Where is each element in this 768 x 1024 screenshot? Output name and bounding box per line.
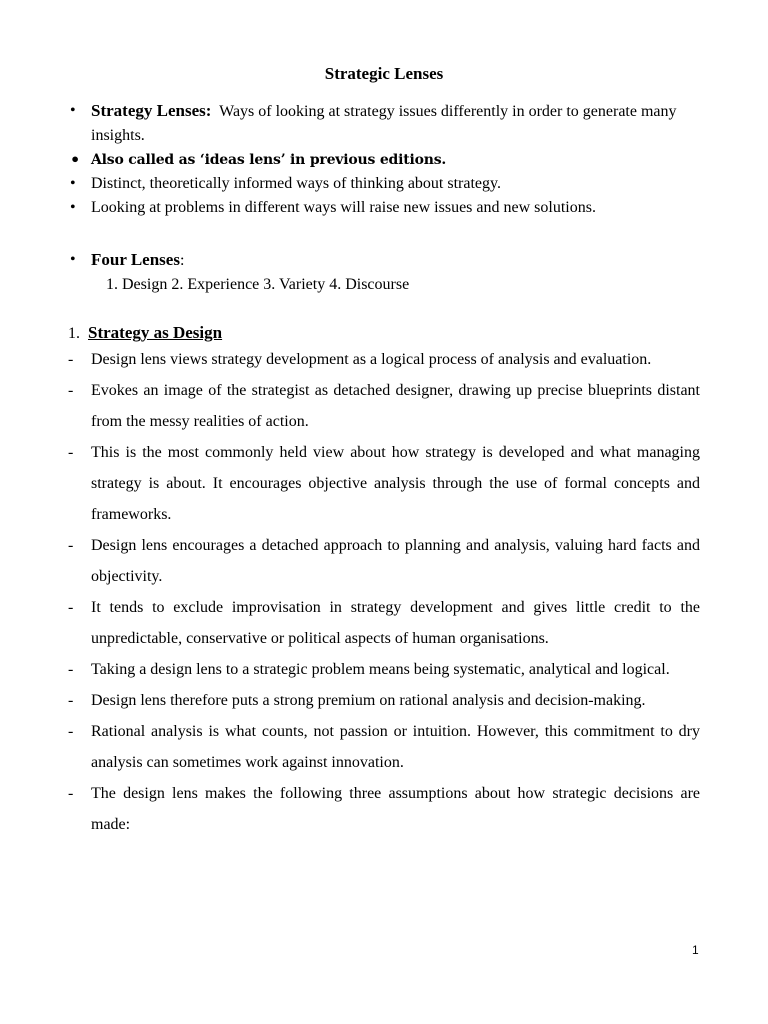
design-point: - It tends to exclude improvisation in strategy development and gives little credit to the unpredictable, conservative or political aspects of human organisations. [68, 592, 700, 654]
design-point: - Design lens views strategy development as a logical process of analysis and evaluation. [68, 344, 700, 375]
four-lenses-lead: Four Lenses [91, 250, 180, 269]
intro-bullet-list [68, 99, 700, 220]
strategy-lenses-definition: Ways of looking at strategy issues differently in order to generate many insights. [91, 103, 677, 144]
design-point: - Design lens therefore puts a strong premium on rational analysis and decision-making. [68, 685, 700, 716]
bullet-also-called: • Also called as ‘ideas lens’ in previous editions. [68, 148, 700, 172]
section-title: Strategy as Design [88, 323, 223, 342]
design-point: - Design lens encourages a detached approach to planning and analysis, valuing hard facts and objectivity. [68, 530, 700, 592]
section-number: 1. [68, 325, 80, 342]
strategy-lenses-lead: Strategy Lenses: [91, 101, 212, 120]
bullet-four-lenses [68, 248, 700, 273]
page-title: Strategic Lenses [324, 64, 444, 83]
bullet-strategy-lenses [68, 99, 700, 148]
design-point: - Rational analysis is what counts, not passion or intuition. However, this commitment to dry analysis can sometimes work against innovation. [68, 716, 700, 778]
design-points-list [68, 344, 700, 840]
design-point: - The design lens makes the following three assumptions about how strategic decisions are made: [68, 778, 700, 840]
design-point: - This is the most commonly held view about how strategy is developed and what managing strategy is about. It encourages objective analysis through the use of formal concepts and frameworks. [68, 437, 700, 530]
four-lenses-colon: : [179, 252, 185, 269]
bullet-looking: • Looking at problems in different ways will raise new issues and new solutions. [68, 196, 700, 220]
page-number: 1 [692, 943, 699, 957]
bullet-distinct: • Distinct, theoretically informed ways of thinking about strategy. [68, 172, 700, 196]
design-point: - Taking a design lens to a strategic problem means being systematic, analytical and logical. [68, 654, 700, 685]
design-point: - Evokes an image of the strategist as detached designer, drawing up precise blueprints distant from the messy realities of action. [68, 375, 700, 437]
section-heading [68, 321, 222, 346]
four-lenses-list: 1. Design 2. Experience 3. Variety 4. Discourse [106, 276, 410, 293]
four-lenses-block [68, 248, 700, 297]
